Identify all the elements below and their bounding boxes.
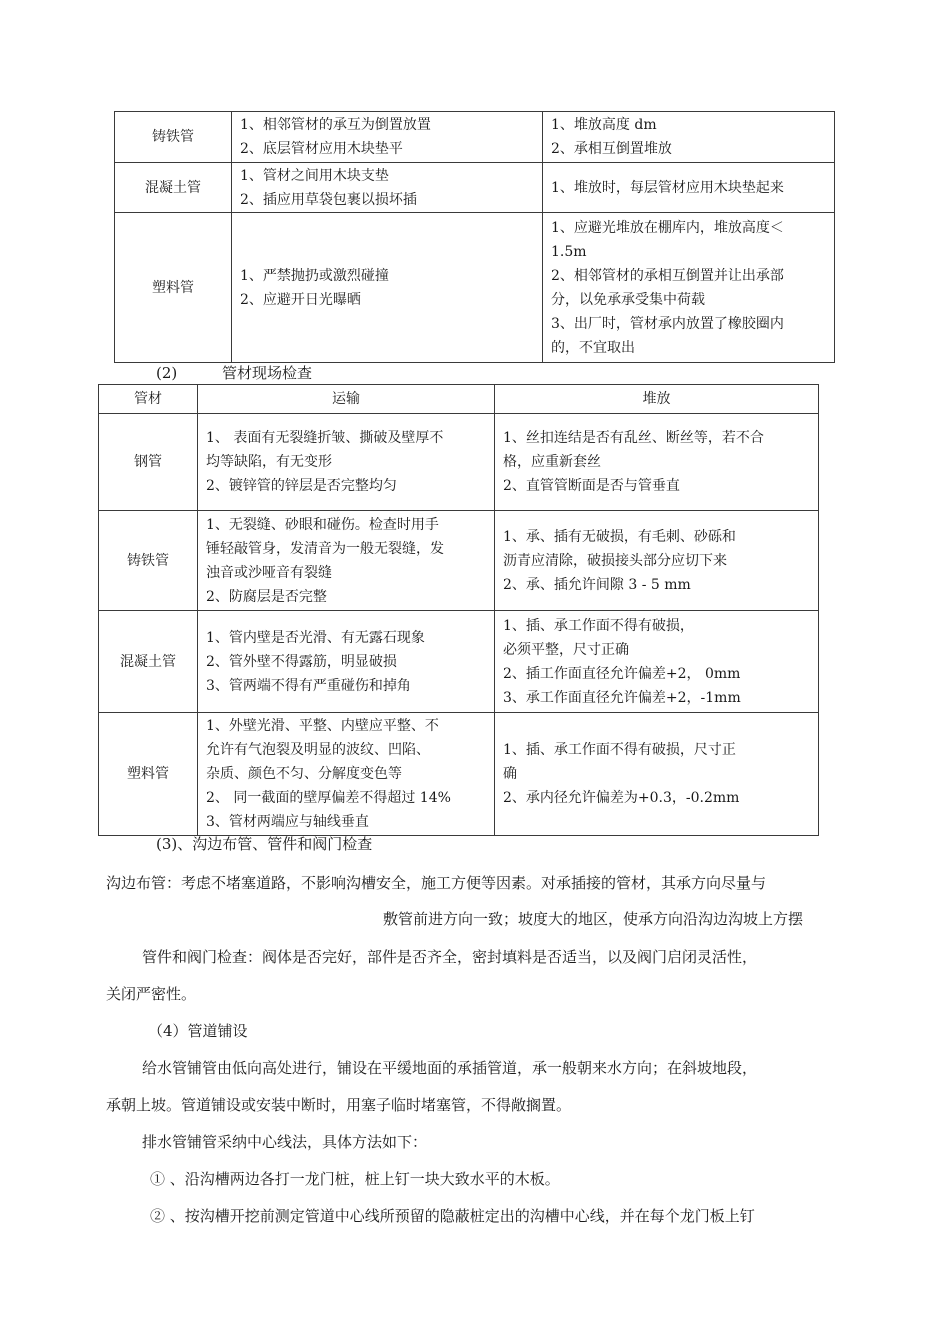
table-storage-continued [114,111,835,363]
transport-cell: 1、管内壁是否光滑、有无露石现象 2、管外壁不得露筋，明显破损 3、管两端不得有严重碰伤和掉角 [198,611,495,713]
column-header: 运输 [198,385,495,414]
transport-cell: 1、管材之间用木块支垫 2、插应用草袋包裹以损坏插 [232,163,543,213]
pipe-name: 钢管 [99,414,198,511]
table-row [99,511,819,611]
section-heading-4: （4）管道铺设 [148,1022,248,1040]
column-header: 堆放 [495,385,819,414]
transport-cell: 1、相邻管材的承互为倒置放置 2、底层管材应用木块垫平 [232,112,543,163]
table-row [99,611,819,713]
stack-cell: 1、插、承工作面不得有破损， 必须平整，尺寸正确 2、插工作面直径允许偏差+2， 0mm 3、承工作面直径允许偏差+2，-1mm [495,611,819,713]
table-site-inspection [98,384,819,836]
pipe-name: 铸铁管 [99,511,198,611]
stack-cell: 1、堆放高度 dm 2、承相互倒置堆放 [543,112,835,163]
transport-cell: 1、严禁抛扔或激烈碰撞 2、应避开日光曝晒 [232,213,543,363]
paragraph-valve-check: 管件和阀门检查：阀体是否完好，部件是否齐全，密封填料是否适当，以及阀门启闭灵活性， [142,948,758,966]
table-row [115,112,835,163]
paragraph-step-2: ② 、按沟槽开挖前测定管道中心线所预留的隐蔽桩定出的沟槽中心线，并在每个龙门板上钉 [150,1207,755,1225]
transport-cell: 1、无裂缝、砂眼和碰伤。检查时用手 锤轻敲管身，发清音为一般无裂缝，发 浊音或沙哑音有裂缝 2、防腐层是否完整 [198,511,495,611]
section-title: 管材现场检查 [222,364,313,382]
column-header: 管材 [99,385,198,414]
stack-cell: 1、应避光堆放在棚库内，堆放高度＜ 1.5m 2、相邻管材的承相互倒置并让出承部 分，以免承承受集中荷载 3、出厂时，管材承内放置了橡胶圈内 的，不宜取出 [543,213,835,363]
paragraph-pipe-layout: 沟边布管：考虑不堵塞道路，不影响沟槽安全，施工方便等因素。对承插接的管材，其承方向尽量与 [106,874,767,892]
pipe-name: 混凝土管 [115,163,232,213]
table-row [115,213,835,363]
paragraph-water-pipe-cont: 承朝上坡。管道铺设或安装中断时，用塞子临时堵塞管，不得敞搁置。 [106,1096,572,1114]
paragraph-drain-method: 排水管铺管采纳中心线法，具体方法如下： [142,1133,428,1151]
stack-cell: 1、堆放时，每层管材应用木块垫起来 [543,163,835,213]
section-heading-2 [156,362,312,384]
pipe-name: 塑料管 [115,213,232,363]
paragraph-water-pipe: 给水管铺管由低向高处进行，铺设在平缓地面的承插管道，承一般朝来水方向；在斜坡地段， [142,1059,758,1077]
paragraph-step-1: ① 、沿沟槽两边各打一龙门桩，桩上钉一块大致水平的木板。 [150,1170,560,1188]
table-row [99,414,819,511]
stack-cell: 1、承、插有无破损，有毛刺、砂砾和 沥青应清除，破损接头部分应切下来 2、承、插允许间隙 3 - 5 mm [495,511,819,611]
section-heading-3: (3)、沟边布管、管件和阀门检查 [156,835,373,853]
paragraph-pipe-layout-cont: 敷管前进方向一致；坡度大的地区，使承方向沿沟边沟坡上方摆 [383,910,804,928]
pipe-name: 塑料管 [99,713,198,836]
pipe-name: 混凝土管 [99,611,198,713]
table-row [99,713,819,836]
stack-cell: 1、丝扣连结是否有乱丝、断丝等，若不合 格，应重新套丝 2、直管管断面是否与管垂直 [495,414,819,511]
stack-cell: 1、插、承工作面不得有破损，尺寸正 确 2、承内径允许偏差为+0.3，-0.2mm [495,713,819,836]
transport-cell: 1、 表面有无裂缝折皱、撕破及壁厚不 均等缺陷，有无变形 2、镀锌管的锌层是否完整均匀 [198,414,495,511]
paragraph-valve-check-cont: 关闭严密性。 [106,985,197,1003]
table-header-row [99,385,819,414]
section-number: (2) [156,364,178,382]
pipe-name: 铸铁管 [115,112,232,163]
table-row [115,163,835,213]
transport-cell: 1、外壁光滑、平整、内壁应平整、不 允许有气泡裂及明显的波纹、凹陷、 杂质、颜色不匀、分解度变色等 2、 同一截面的壁厚偏差不得超过 14% 3、管材两端应与轴线垂直 [198,713,495,836]
